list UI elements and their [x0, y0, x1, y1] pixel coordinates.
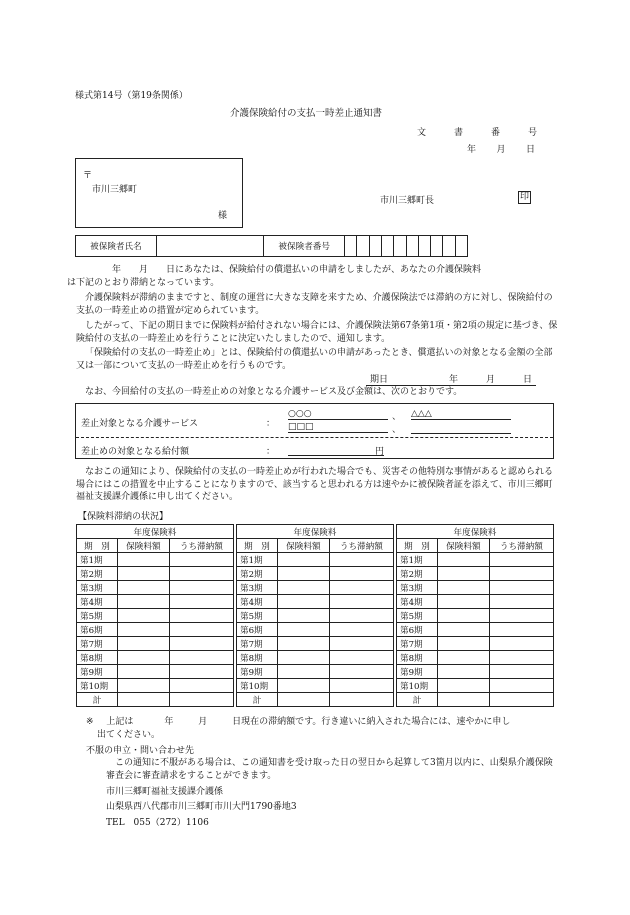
premium-cell	[438, 609, 490, 623]
insured-number-digit	[418, 236, 430, 257]
period-label: 第9期	[237, 665, 278, 679]
insured-name-cell	[156, 236, 263, 257]
period-label: 第7期	[397, 637, 438, 651]
date-month: 月	[496, 145, 506, 155]
premium-cell	[118, 553, 170, 567]
arrears-cell	[489, 623, 553, 637]
insured-row	[75, 235, 468, 257]
body-paragraph-2: 介護保険料が滞納のままですと、制度の運営に大きな支障を来すため、介護保険法では滞納の方に対し、保険給付の支払の一時差止めの措置が定められています。	[76, 293, 553, 316]
postal-mark: 〒	[83, 171, 93, 181]
arrears-cell	[169, 651, 233, 665]
period-label: 第5期	[237, 609, 278, 623]
arrears-cell	[329, 567, 393, 581]
table-row	[397, 609, 554, 623]
period-label: 第4期	[397, 595, 438, 609]
premium-cell	[278, 679, 330, 693]
period-label: 第5期	[397, 609, 438, 623]
table-row	[237, 581, 394, 595]
insured-number-digit	[431, 236, 443, 257]
deadline-month: 月	[485, 375, 495, 385]
deadline-label: 期日	[370, 375, 389, 385]
period-label: 第1期	[237, 553, 278, 567]
arrears-cell	[169, 553, 233, 567]
address-town: 市川三郷町	[92, 185, 138, 195]
seal-mark: 印	[520, 192, 530, 202]
arrears-cell	[329, 637, 393, 651]
period-label: 第10期	[77, 679, 118, 693]
premium-cell	[278, 637, 330, 651]
premium-cell	[278, 553, 330, 567]
arrears-cell	[169, 581, 233, 595]
total-row	[77, 693, 234, 707]
arrears-cell	[329, 651, 393, 665]
premium-cell	[438, 693, 490, 707]
year-header: 年度保険料	[397, 525, 554, 539]
period-label: 第2期	[397, 567, 438, 581]
insured-number-digit	[394, 236, 406, 257]
arrears-cell	[489, 595, 553, 609]
premium-cell	[278, 567, 330, 581]
period-label: 第6期	[77, 623, 118, 637]
status-heading: 【保険料滞納の状況】	[78, 512, 169, 522]
insured-number-digit	[455, 236, 467, 257]
amount-label: 差止めの対象となる給付額	[81, 447, 190, 457]
insured-name-label: 被保険者氏名	[76, 236, 157, 257]
arrears-cell	[169, 665, 233, 679]
period-label: 第3期	[77, 581, 118, 595]
table-row	[237, 665, 394, 679]
doc-number-label	[417, 125, 537, 138]
arrears-table-2	[236, 524, 394, 707]
period-label: 第2期	[237, 567, 278, 581]
insured-number-label: 被保険者番号	[264, 236, 345, 257]
col-period: 期 別	[397, 539, 438, 553]
premium-cell	[438, 665, 490, 679]
footnote: ※ 上記は 年 月 日現在の滞納額です。行き違いに納入された場合には、速やかに申し 出てください。	[86, 717, 511, 740]
doc-number-char: 番	[490, 128, 500, 138]
premium-cell	[118, 637, 170, 651]
col-arrears: うち滞納額	[489, 539, 553, 553]
arrears-cell	[329, 693, 393, 707]
table-row	[237, 553, 394, 567]
address-box	[75, 158, 243, 228]
service-item-2: △△△	[411, 409, 511, 420]
period-label: 第10期	[397, 679, 438, 693]
col-period: 期 別	[237, 539, 278, 553]
body-paragraph-5: なお、今回給付の支払の一時差止めの対象となる介護サービス及び金額は、次のとおりです。	[85, 387, 463, 397]
period-label: 第3期	[397, 581, 438, 595]
arrears-cell	[169, 637, 233, 651]
premium-cell	[438, 581, 490, 595]
total-row	[237, 693, 394, 707]
premium-cell	[118, 665, 170, 679]
premium-cell	[278, 665, 330, 679]
period-label: 第3期	[237, 581, 278, 595]
col-premium: 保険料額	[278, 539, 330, 553]
premium-cell	[278, 581, 330, 595]
insured-number-digit	[406, 236, 418, 257]
amount-field	[288, 444, 384, 456]
period-label: 第5期	[77, 609, 118, 623]
arrears-cell	[329, 581, 393, 595]
notice-paragraph: なおこの通知により、保険給付の支払の一時差止めが行われた場合でも、災害その他特別な事情があると認められる場合にはこの措置を中止することになりますので、該当すると思われる方は速やかに被保険者証を添えて、市川三郷町福祉支援課介護係に申し出てください。	[76, 467, 554, 503]
period-label: 第8期	[77, 651, 118, 665]
date-year: 年	[467, 145, 477, 155]
deadline-line	[366, 372, 536, 386]
service-item-3: □□□	[288, 422, 388, 433]
table-row	[77, 665, 234, 679]
table-row	[237, 567, 394, 581]
premium-cell	[118, 679, 170, 693]
col-arrears: うち滞納額	[329, 539, 393, 553]
table-row	[77, 595, 234, 609]
insured-number-digit	[443, 236, 455, 257]
service-comma-2: 、	[392, 425, 402, 435]
premium-cell	[118, 581, 170, 595]
table-row	[77, 679, 234, 693]
insured-number-digit	[381, 236, 393, 257]
service-item-1: ○○○	[288, 409, 388, 420]
table-row	[397, 651, 554, 665]
period-label: 第1期	[397, 553, 438, 567]
table-row	[397, 623, 554, 637]
arrears-cell	[489, 693, 553, 707]
premium-cell	[438, 651, 490, 665]
arrears-cell	[329, 665, 393, 679]
period-label: 第6期	[237, 623, 278, 637]
table-row	[77, 651, 234, 665]
period-label: 第9期	[397, 665, 438, 679]
table-row	[237, 609, 394, 623]
premium-cell	[438, 567, 490, 581]
premium-cell	[118, 609, 170, 623]
footnote-mark: ※	[86, 717, 94, 727]
service-item-4-blank	[411, 422, 511, 434]
table-row	[397, 679, 554, 693]
table-row	[397, 581, 554, 595]
insured-number-digit	[345, 236, 357, 257]
arrears-cell	[489, 637, 553, 651]
appeal-heading: 不服の申立・問い合わせ先	[86, 746, 195, 756]
table-row	[397, 595, 554, 609]
insured-number-digit	[369, 236, 381, 257]
period-label: 第7期	[237, 637, 278, 651]
premium-cell	[118, 623, 170, 637]
insured-number-digit	[357, 236, 369, 257]
arrears-table-1	[76, 524, 234, 707]
form-number: 様式第14号（第19条関係）	[75, 91, 188, 101]
table-row	[237, 637, 394, 651]
period-label: 第8期	[397, 651, 438, 665]
premium-cell	[438, 679, 490, 693]
premium-cell	[438, 553, 490, 567]
doc-number-char: 文	[417, 128, 427, 138]
arrears-cell	[169, 623, 233, 637]
premium-cell	[438, 637, 490, 651]
col-premium: 保険料額	[438, 539, 490, 553]
premium-cell	[438, 623, 490, 637]
year-header: 年度保険料	[237, 525, 394, 539]
premium-cell	[118, 567, 170, 581]
arrears-cell	[489, 581, 553, 595]
arrears-cell	[489, 679, 553, 693]
premium-cell	[438, 595, 490, 609]
arrears-cell	[329, 553, 393, 567]
table-row	[237, 651, 394, 665]
arrears-cell	[489, 553, 553, 567]
premium-cell	[278, 609, 330, 623]
arrears-cell	[329, 623, 393, 637]
contact-tel: TEL 055（272）1106	[106, 818, 209, 828]
period-label: 第4期	[77, 595, 118, 609]
premium-cell	[118, 595, 170, 609]
premium-cell	[278, 595, 330, 609]
arrears-cell	[329, 609, 393, 623]
service-colon: ：	[266, 419, 276, 429]
arrears-cell	[169, 693, 233, 707]
total-label: 計	[397, 693, 438, 707]
premium-cell	[278, 693, 330, 707]
arrears-cell	[489, 665, 553, 679]
total-row	[397, 693, 554, 707]
deadline-day: 日	[522, 375, 532, 385]
table-row	[77, 637, 234, 651]
issuer-name: 市川三郷町長	[380, 196, 435, 206]
table-row	[237, 679, 394, 693]
service-label: 差止対象となる介護サービス	[81, 419, 199, 429]
arrears-cell	[489, 609, 553, 623]
table-row	[237, 623, 394, 637]
table-row	[77, 609, 234, 623]
col-arrears: うち滞納額	[169, 539, 233, 553]
service-box	[75, 403, 554, 459]
premium-cell	[278, 651, 330, 665]
yen-unit: 円	[374, 447, 384, 457]
table-row	[77, 567, 234, 581]
appeal-text: この通知に不服がある場合は、この通知書を受け取った日の翌日から起算して3箇月以内に、山梨県介護保険審査会に審査請求をすることができます。	[106, 758, 553, 781]
premium-cell	[118, 651, 170, 665]
period-label: 第6期	[397, 623, 438, 637]
period-label: 第4期	[237, 595, 278, 609]
table-row	[77, 581, 234, 595]
table-row	[77, 553, 234, 567]
arrears-cell	[169, 609, 233, 623]
table-row	[397, 567, 554, 581]
service-divider	[76, 437, 553, 438]
premium-cell	[118, 693, 170, 707]
period-label: 第10期	[237, 679, 278, 693]
arrears-cell	[169, 595, 233, 609]
arrears-cell	[169, 567, 233, 581]
body-paragraph-1: 年 月 日にあなたは、保険給付の償還払いの申請をしましたが、あなたの介護保険料 は下記のとおり滞納となっています。	[67, 265, 482, 288]
total-label: 計	[237, 693, 278, 707]
col-period: 期 別	[77, 539, 118, 553]
doc-number-char: 号	[527, 128, 537, 138]
arrears-cell	[169, 679, 233, 693]
arrears-table-3	[396, 524, 554, 707]
period-label: 第2期	[77, 567, 118, 581]
issue-date	[467, 142, 535, 155]
body-paragraph-3: したがって、下記の期日までに保険料が給付されない場合には、介護保険法第67条第1項・第2項の規定に基づき、保険給付の支払の一時差止めを行うことに決定いたしましたので、通知します。	[76, 321, 558, 344]
period-label: 第7期	[77, 637, 118, 651]
date-day: 日	[525, 145, 535, 155]
amount-colon: ：	[266, 447, 276, 457]
arrears-cell	[489, 567, 553, 581]
table-row	[397, 665, 554, 679]
year-header: 年度保険料	[77, 525, 234, 539]
contact-office: 市川三郷町福祉支援課介護係	[106, 787, 224, 797]
table-row	[397, 637, 554, 651]
doc-number-char: 書	[453, 128, 463, 138]
service-comma-1: 、	[392, 412, 402, 422]
document-title: 介護保険給付の支払一時差止通知書	[230, 108, 383, 119]
table-row	[237, 595, 394, 609]
col-premium: 保険料額	[118, 539, 170, 553]
total-label: 計	[77, 693, 118, 707]
premium-cell	[278, 623, 330, 637]
arrears-cell	[329, 595, 393, 609]
addressee-honorific: 様	[218, 211, 228, 221]
body-paragraph-4: 「保険給付の支払の一時差止め」とは、保険給付の償還払いの申請があったとき、償還払いの対象となる金額の全部又は一部について支払の一時差止めを行うものです。	[76, 348, 553, 371]
table-row	[397, 553, 554, 567]
period-label: 第1期	[77, 553, 118, 567]
table-row	[77, 623, 234, 637]
arrears-cell	[329, 679, 393, 693]
arrears-cell	[489, 651, 553, 665]
period-label: 第8期	[237, 651, 278, 665]
contact-address: 山梨県西八代郡市川三郷町市川大門1790番地3	[106, 802, 297, 812]
deadline-year: 年	[448, 375, 458, 385]
period-label: 第9期	[77, 665, 118, 679]
